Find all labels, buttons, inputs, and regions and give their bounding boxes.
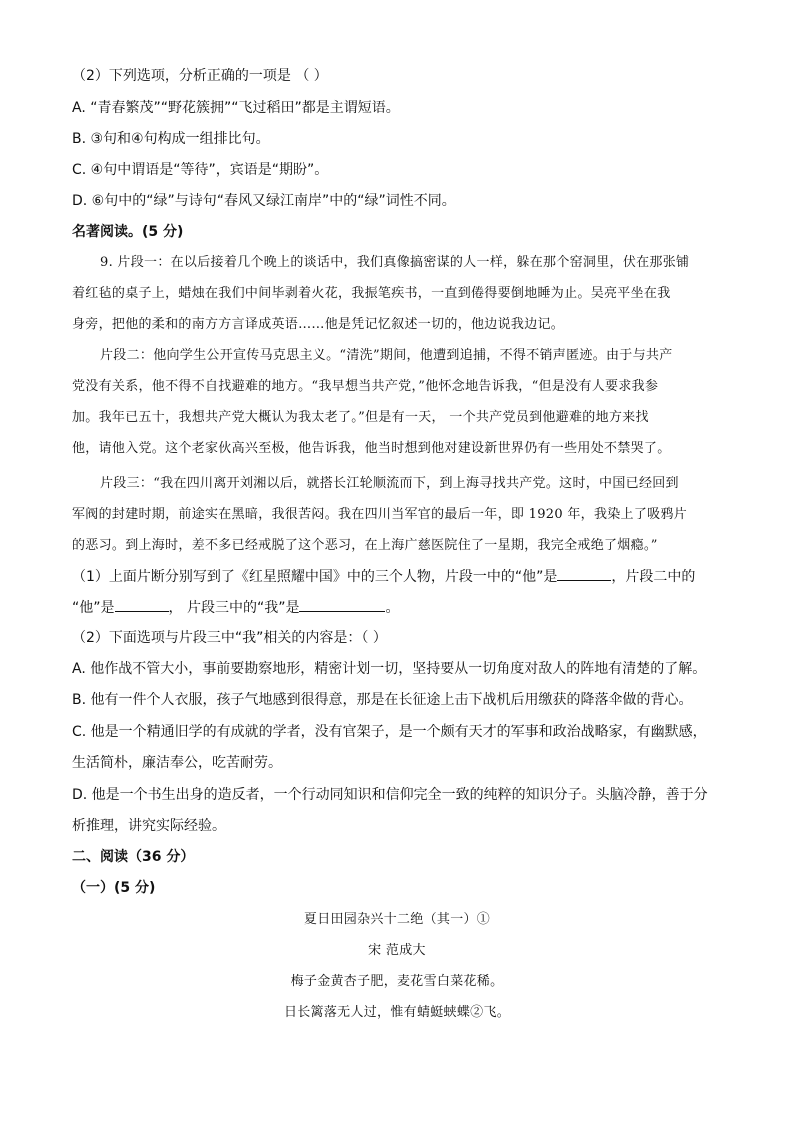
section-heading: 二、阅读（36 分）: [72, 849, 195, 865]
subsection-heading: （一）(5 分): [72, 880, 156, 896]
poem-line: 梅子金黄杏子肥，麦花雪白菜花稀。: [290, 974, 504, 989]
question2-stem: （2）下面选项与片段三中“我”相关的内容是：（ ）: [72, 630, 387, 646]
poem-title: 夏日田园杂兴十二绝（其一）①: [303, 912, 491, 927]
passage1-line: 9. 片段一：在以后接着几个晚上的谈话中，我们真像搞密谋的人一样，躲在那个窑洞里，伏在那张铺: [100, 255, 690, 270]
question1-text: “他”是: [72, 600, 115, 616]
q2-stem: （2）下列选项，分析正确的一项是 （ ）: [72, 68, 328, 84]
passage1-line: 着红毡的桌子上，蜡烛在我们中间毕剥着火花，我振笔疾书，一直到倦得要倒地睡为止。吴亮平坐在我: [72, 286, 671, 301]
question1-text: 。: [385, 600, 400, 616]
question1-text: ， 片段三中的“我”是: [168, 600, 300, 616]
question1-text: （1）上面片断分别写到了《红星照耀中国》中的三个人物，片段一中的“他”是: [72, 569, 558, 585]
passage1-line: 身旁，把他的柔和的南方方言译成英语……他是凭记忆叙述一切的，他边说我边记。: [72, 317, 565, 332]
passage3-line: 军阀的封建时期，前途实在黑暗，我很苦闷。我在四川当军官的最后一年，即 1920 年，我染上了吸鸦片: [72, 507, 688, 522]
question2-option-a: A. 他作战不管大小，事前要勘察地形，精密计划一切，坚持要从一切角度对敌人的阵地有清楚的了解。: [72, 661, 707, 677]
q2-option-b: B. ③句和④句构成一组排比句。: [72, 131, 270, 147]
poem-line: 日长篱落无人过，惟有蜻蜓蛱蝶②飞。: [283, 1005, 511, 1020]
passage2-line: 片段二：他向学生公开宣传马克思主义。“清洗”期间，他遭到追捕，不得不销声匿迹。由于与共产: [100, 348, 673, 363]
question2-option-d: 析推理，讲究实际经验。: [72, 818, 226, 834]
passage2-line: 他，请他入党。这个老家伙高兴至极，他告诉我，他当时想到他对建设新世界仍有一些用处不禁哭了。: [72, 441, 671, 456]
question2-option-c: C. 他是一个精通旧学的有成就的学者，没有官架子，是一个颇有天才的军事和政治战略家，有幽默感，: [72, 724, 707, 740]
q2-option-d: D. ⑥句中的“绿”与诗句“春风又绿江南岸”中的“绿”词性不同。: [72, 193, 456, 209]
passage3-line: 片段三：“我在四川离开刘湘以后，就搭长江轮顺流而下，到上海寻找共产党。这时，中国已经回到: [100, 476, 679, 491]
answer-blank-2[interactable]: [115, 597, 169, 612]
passage3-line: 的恶习。到上海时，差不多已经戒脱了这个恶习，在上海广慈医院住了一星期，我完全戒绝了烟瘾。”: [72, 538, 658, 553]
q2-option-a: A. “青春繁茂”“野花簇拥”“飞过稻田”都是主谓短语。: [72, 100, 400, 116]
mingzhu-heading: 名著阅读。(5 分): [72, 224, 184, 240]
passage2-line: 党没有关系，他不得不自找避难的地方。“我早想当共产党，”他怀念地告诉我，“但是没有人要求我参: [72, 379, 659, 394]
passage2-line: 加。我年已五十，我想共产党大概认为我太老了。”但是有一天， 一个共产党员到他避难的地方来找: [72, 410, 649, 425]
question1-line: [72, 597, 399, 618]
question2-option-d: D. 他是一个书生出身的造反者，一个行动同知识和信仰完全一致的纯粹的知识分子。头脑冷静，善于分: [72, 787, 708, 803]
answer-blank-3[interactable]: [299, 597, 385, 612]
poem-author: 宋 范成大: [368, 943, 426, 958]
q2-option-c: C. ④句中谓语是“等待”，宾语是“期盼”。: [72, 162, 329, 178]
answer-blank-1[interactable]: [557, 566, 611, 581]
question1-text: ，片段二中的: [611, 569, 696, 585]
question2-option-c: 生活简朴，廉洁奉公，吃苦耐劳。: [72, 755, 282, 771]
question1-line: [72, 566, 695, 587]
question2-option-b: B. 他有一件个人衣服，孩子气地感到很得意，那是在长征途上击下战机后用缴获的降落伞做的背心。: [72, 692, 693, 708]
